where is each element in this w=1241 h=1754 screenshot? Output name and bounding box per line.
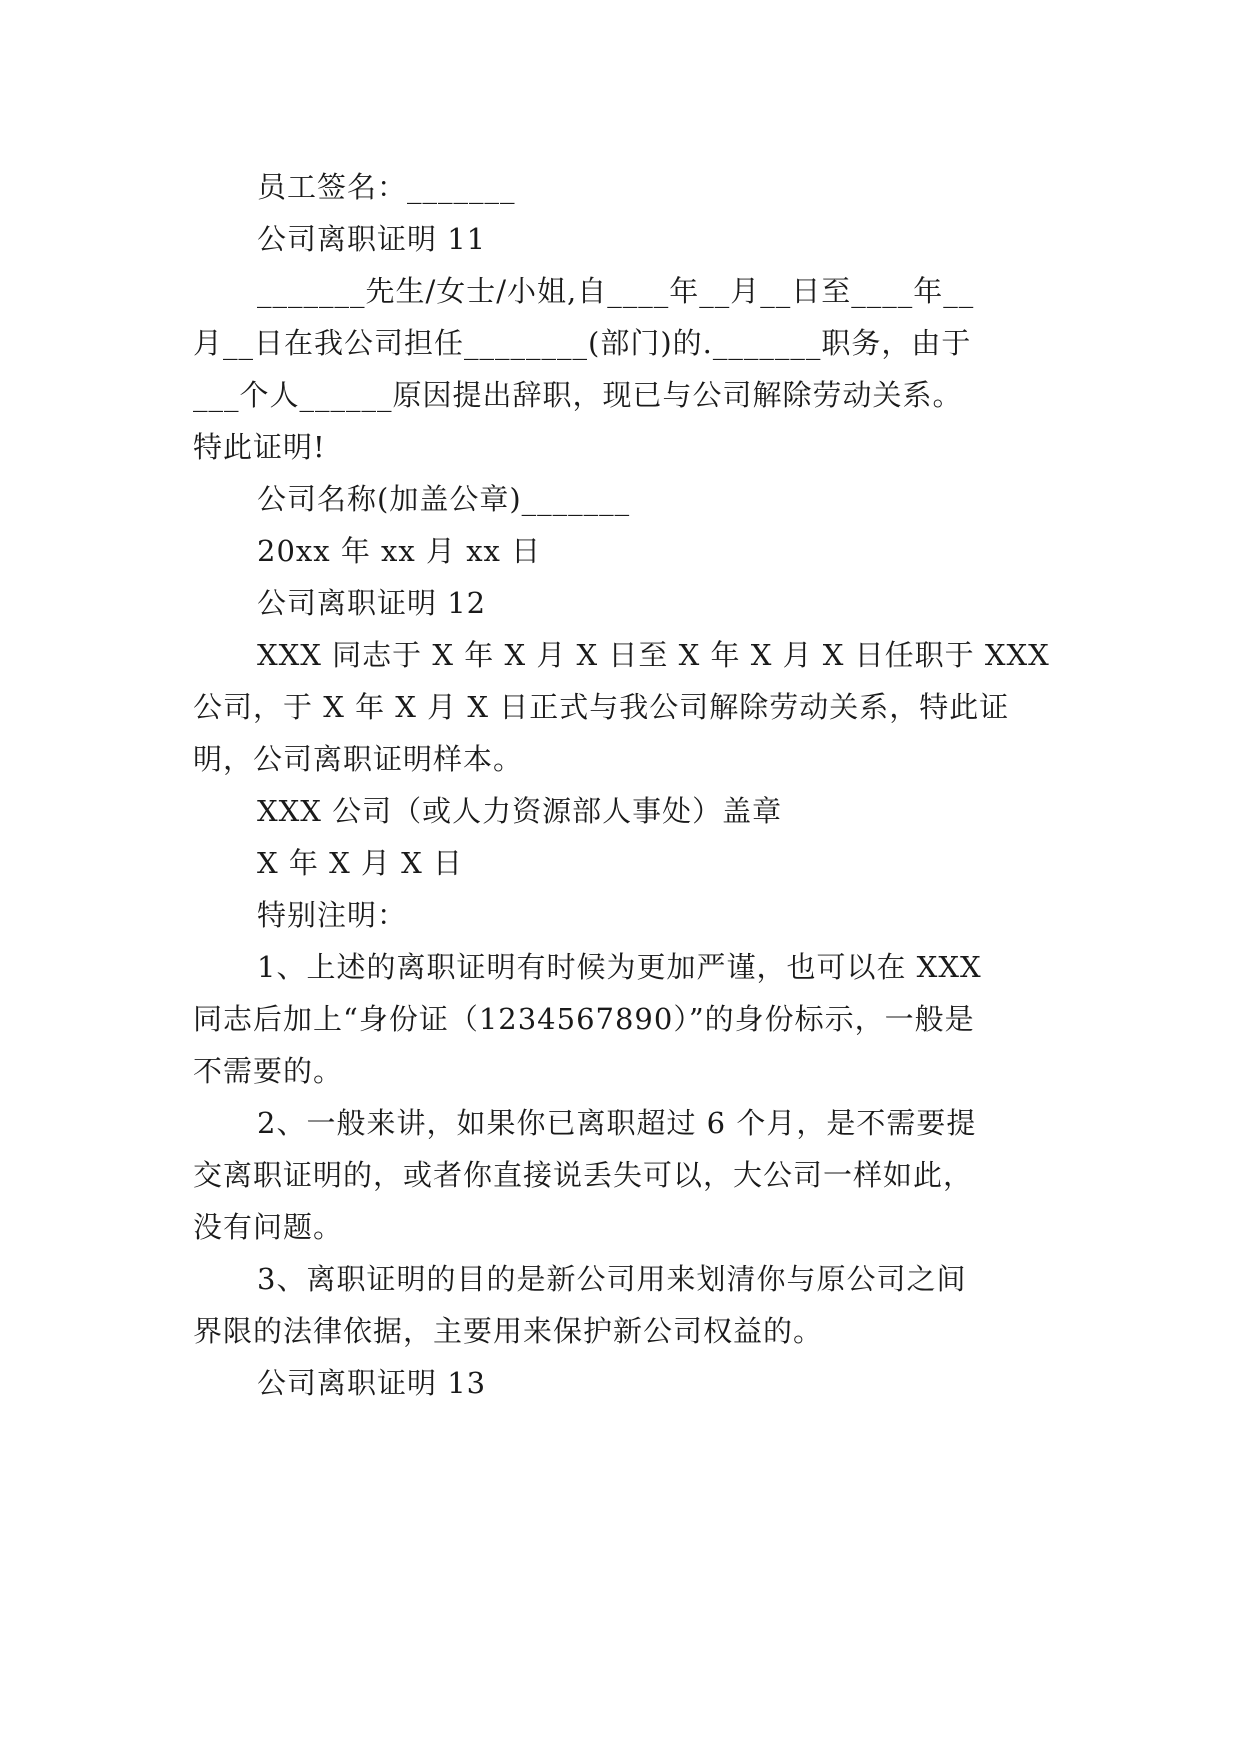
note-item-3: 3、离职证明的目的是新公司用来划清你与原公司之间 bbox=[257, 1262, 967, 1296]
note-item-2: 2、一般来讲，如果你已离职超过 6 个月，是不需要提 bbox=[257, 1106, 977, 1140]
paragraph-line: 交离职证明的，或者你直接说丢失可以，大公司一样如此， bbox=[193, 1158, 974, 1192]
paragraph-line: 明，公司离职证明样本。 bbox=[193, 742, 524, 776]
paragraph-line: 没有问题。 bbox=[193, 1210, 344, 1244]
special-note-heading: 特别注明： bbox=[257, 898, 408, 932]
paragraph-line: XXX 同志于 X 年 X 月 X 日至 X 年 X 月 X 日任职于 XXX bbox=[257, 638, 1050, 672]
note-item-1: 1、上述的离职证明有时候为更加严谨，也可以在 XXX bbox=[257, 950, 982, 984]
section-heading-13: 公司离职证明 13 bbox=[257, 1366, 487, 1400]
employee-signature-line: 员工签名：_______ bbox=[257, 170, 516, 204]
paragraph-line: 特此证明! bbox=[193, 430, 326, 464]
paragraph-line: 同志后加上“身份证（1234567890）”的身份标示，一般是 bbox=[193, 1002, 975, 1036]
date-line: X 年 X 月 X 日 bbox=[257, 846, 464, 880]
date-line: 20xx 年 xx 月 xx 日 bbox=[257, 534, 542, 568]
paragraph-line: 界限的法律依据，主要用来保护新公司权益的。 bbox=[193, 1314, 824, 1348]
section-heading-11: 公司离职证明 11 bbox=[257, 222, 487, 256]
company-seal-line: XXX 公司（或人力资源部人事处）盖章 bbox=[257, 794, 783, 828]
paragraph-line: ___个人______原因提出辞职，现已与公司解除劳动关系。 bbox=[193, 378, 963, 412]
section-heading-12: 公司离职证明 12 bbox=[257, 586, 487, 620]
paragraph-line: 不需要的。 bbox=[193, 1054, 344, 1088]
company-seal-line: 公司名称(加盖公章)_______ bbox=[257, 482, 631, 516]
paragraph-line: _______先生/女士/小姐,自____年__月__日至____年__ bbox=[257, 274, 975, 308]
paragraph-line: 月__日在我公司担任________(部门)的._______职务，由于 bbox=[193, 326, 972, 360]
paragraph-line: 公司，于 X 年 X 月 X 日正式与我公司解除劳动关系，特此证 bbox=[193, 690, 1010, 724]
